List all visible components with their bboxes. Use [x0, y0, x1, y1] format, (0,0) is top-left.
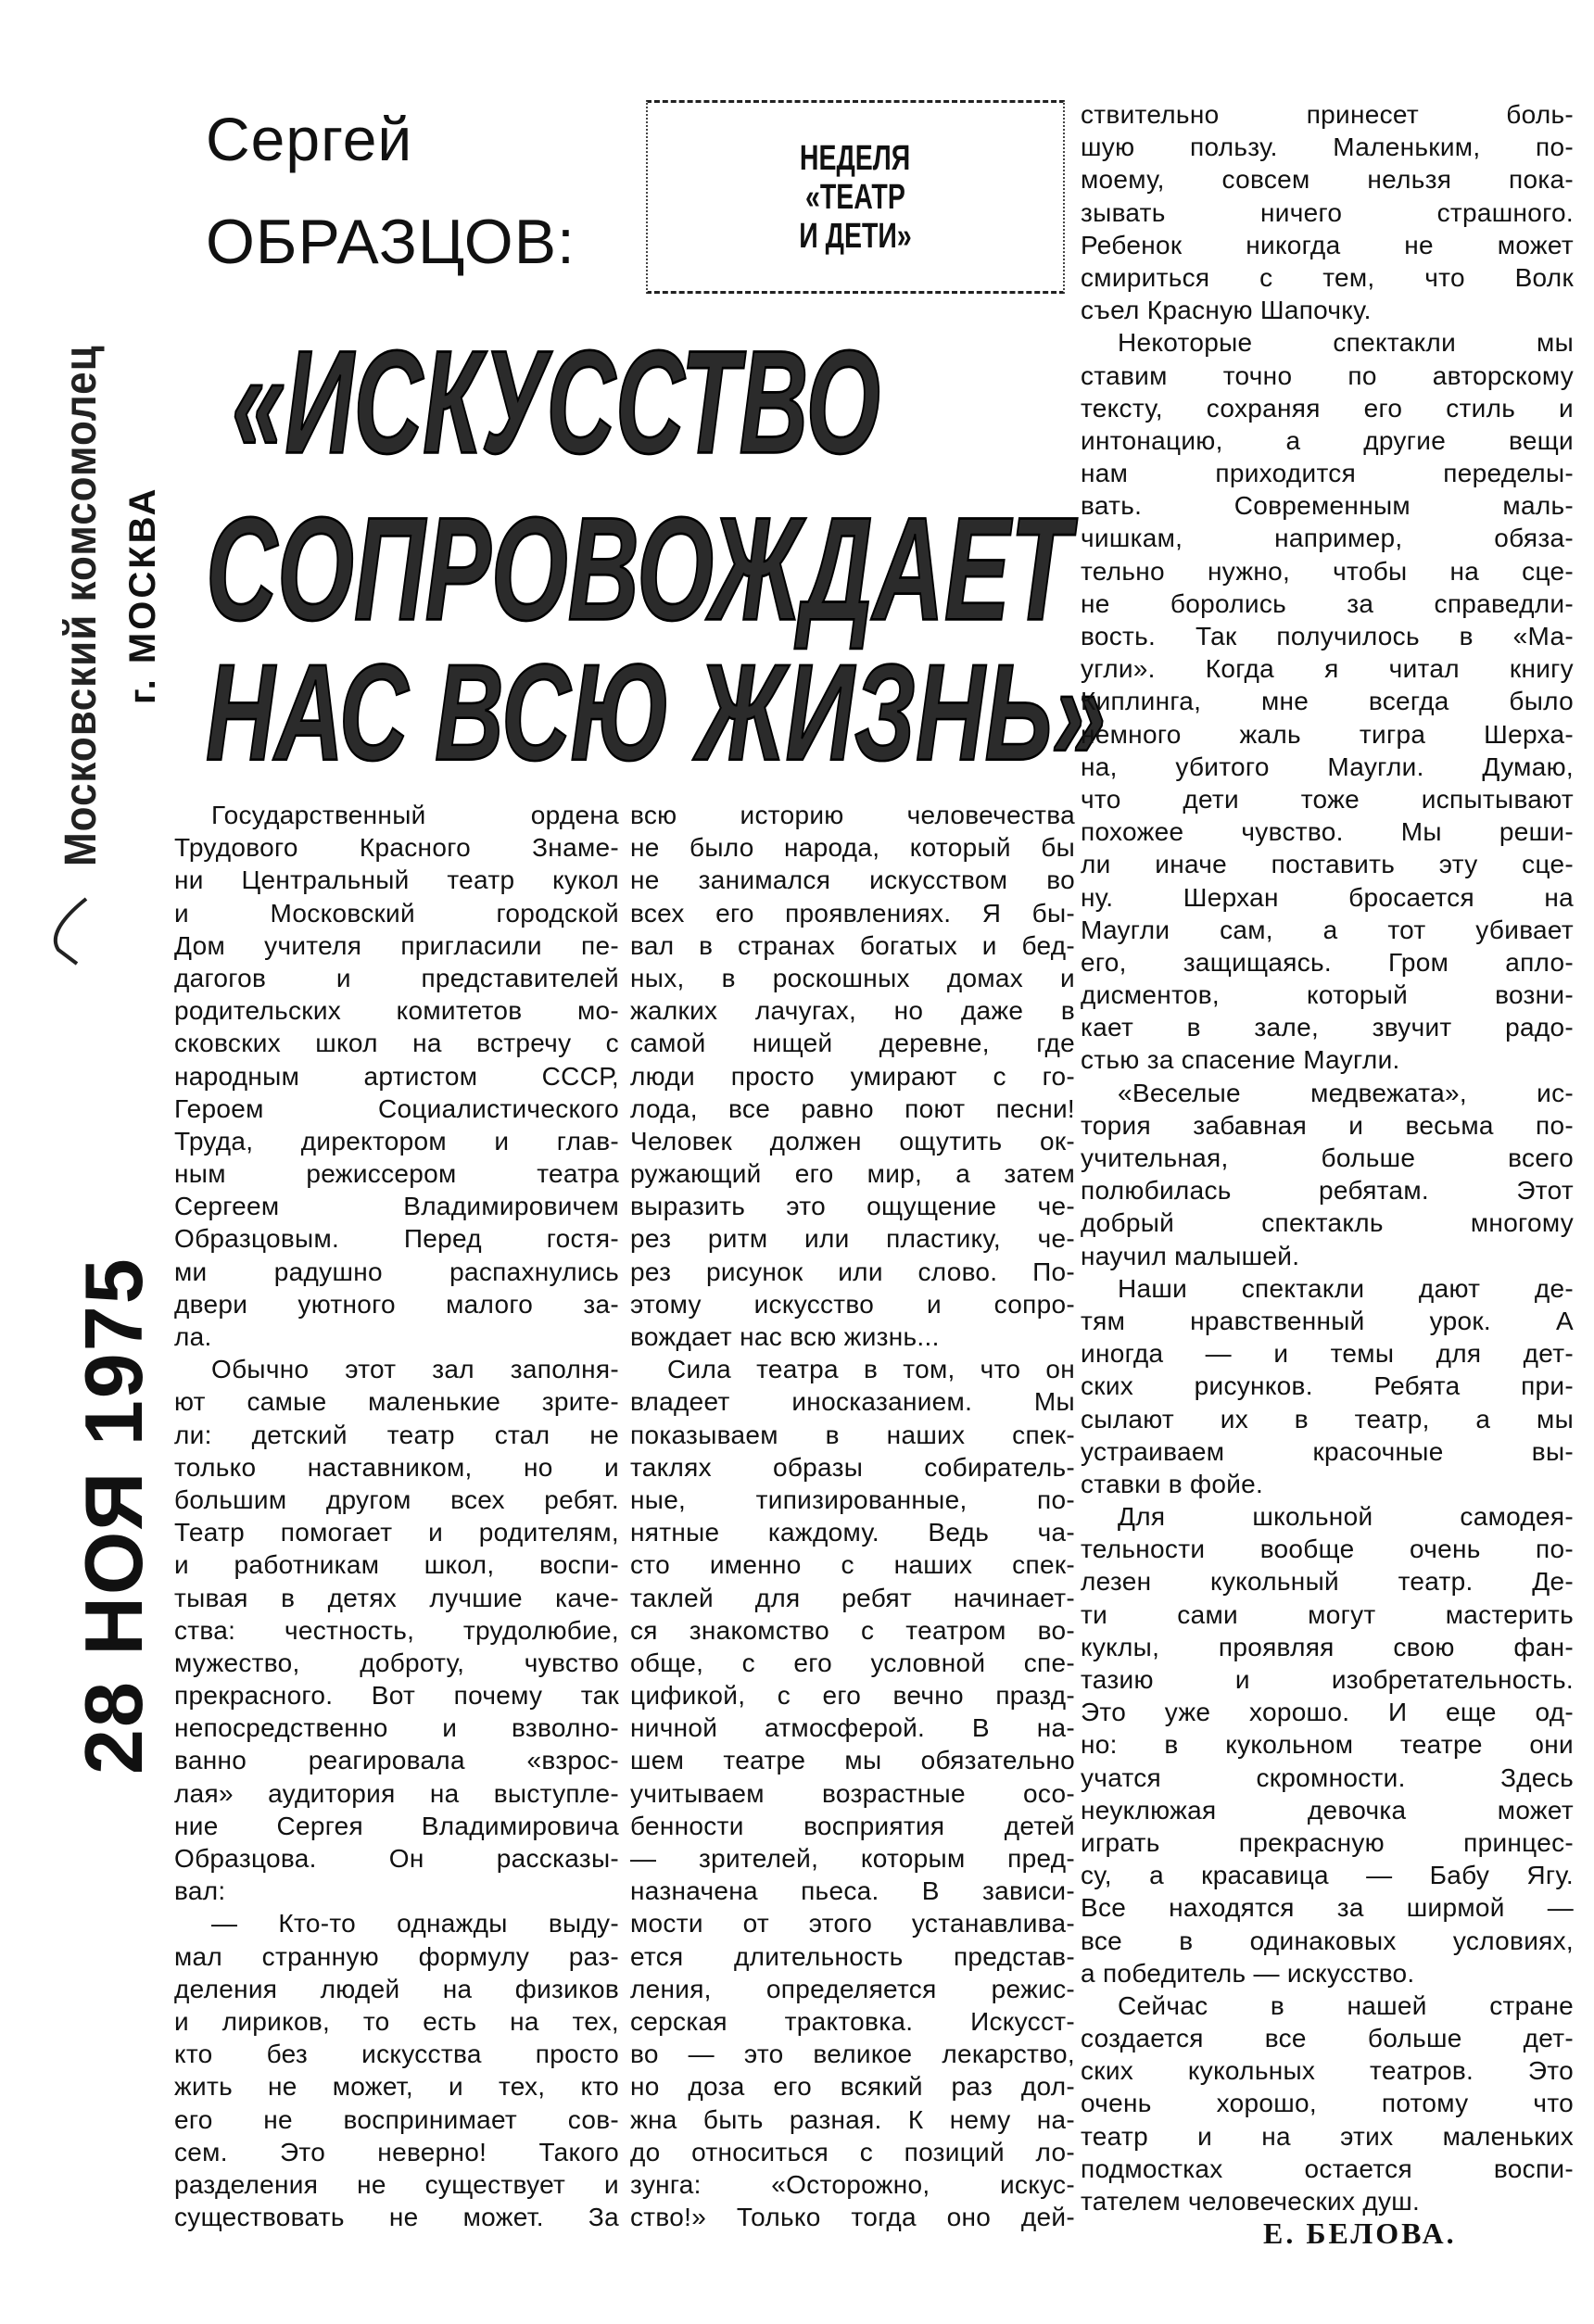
- text-line: создается все больше дет-: [1081, 2024, 1574, 2053]
- text-line: всех его проявлениях. Я бы-: [630, 898, 1075, 928]
- article-column-2: [630, 799, 1075, 2233]
- text-line: ли: детский театр стал не: [174, 1420, 619, 1449]
- text-line: Героем Социалистического: [174, 1093, 619, 1123]
- text-line: ми радушно распахнулись: [174, 1257, 619, 1286]
- text-line: не боролись за справедли-: [1081, 588, 1574, 618]
- text-line: Обычно этот зал заполня-: [211, 1355, 619, 1384]
- text-line: добрый спектакль многому: [1081, 1208, 1574, 1238]
- text-line: мости от этого устанавлива-: [630, 1909, 1075, 1939]
- text-line: сылают их в театр, а мы: [1081, 1404, 1574, 1434]
- text-line: ления, определяется режис-: [630, 1974, 1075, 2003]
- text-line: народным артистом СССР,: [174, 1061, 619, 1091]
- text-line: родительских комитетов мо-: [174, 996, 619, 1026]
- text-line: жна быть разная. К нему на-: [630, 2104, 1075, 2134]
- text-line: — зрителей, которым пред-: [630, 1844, 1075, 1873]
- text-line: вать. Современным маль-: [1081, 491, 1574, 521]
- text-line: научил малышей.: [1081, 1241, 1300, 1270]
- text-line: смириться с тем, что Волк: [1081, 262, 1574, 292]
- text-line: Наши спектакли дают де-: [1118, 1273, 1574, 1303]
- text-line: рез ритм или пластику, че-: [630, 1224, 1075, 1254]
- text-line: его, защищаясь. Гром апло-: [1081, 947, 1574, 977]
- text-line: кает в зале, звучит радо-: [1081, 1013, 1574, 1042]
- rubric-line: И ДЕТИ»: [799, 216, 912, 256]
- text-line: вость. Так получилось в «Ма-: [1081, 622, 1574, 650]
- text-line: Маугли сам, а тот убивает: [1081, 915, 1574, 944]
- text-line: ванно реагировала «взрос-: [174, 1746, 619, 1775]
- text-line: всю историю человечества: [630, 801, 1075, 829]
- text-line: обще, с его условной спе-: [630, 1648, 1075, 1677]
- text-line: немного жаль тигра Шерха-: [1081, 719, 1574, 749]
- text-line: ских рисунков. Ребята при-: [1081, 1371, 1574, 1401]
- newspaper-name-stamp: Московский комсомолец: [56, 345, 106, 866]
- text-line: сковских школ на встречу с: [174, 1029, 619, 1058]
- text-line: серская трактовка. Искусст-: [630, 2006, 1075, 2036]
- text-line: назначена пьеса. В зависи-: [630, 1876, 1075, 1906]
- text-line: учитываем возрастные осо-: [630, 1778, 1075, 1808]
- text-line: таклей для ребят начинает-: [630, 1583, 1075, 1612]
- text-line: дисментов, который возни-: [1081, 980, 1574, 1010]
- date-stamp: 28 НОЯ 1975: [68, 1257, 159, 1775]
- text-line: ство!» Только тогда оно дей-: [630, 2203, 1075, 2232]
- text-line: моему, совсем нельзя пока-: [1081, 165, 1574, 195]
- rubric-line: НЕДЕЛЯ: [800, 138, 911, 178]
- text-line: дагогов и представителей: [174, 963, 619, 992]
- text-line: разделения не существует и: [174, 2169, 619, 2199]
- text-line: тателем человеческих душ.: [1081, 2187, 1421, 2216]
- text-line: этому искусство и сопро-: [630, 1289, 1075, 1319]
- text-line: самой нищей деревне, где: [630, 1029, 1075, 1058]
- text-line: су, а красавица — Бабу Ягу.: [1081, 1861, 1574, 1890]
- text-line: люди просто умирают с го-: [630, 1061, 1075, 1091]
- text-line: а победитель — искусство.: [1081, 1958, 1415, 1988]
- text-line: во — это великое лекарство,: [630, 2040, 1075, 2069]
- text-line: до относиться с позиций ло-: [630, 2137, 1075, 2166]
- article-column-3: [1081, 98, 1574, 2217]
- text-line: куклы, проявляя свою фан-: [1081, 1632, 1574, 1661]
- headline-line: «ИСКУССТВО: [232, 320, 880, 485]
- text-line: тория забавная и весьма по-: [1081, 1110, 1574, 1140]
- text-line: ства: честность, трудолюбие,: [174, 1615, 619, 1645]
- text-line: шую пользу. Маленьким, по-: [1081, 133, 1574, 162]
- text-line: только наставником, но и: [174, 1452, 619, 1482]
- text-line: ся знакомство с театром во-: [630, 1615, 1075, 1645]
- text-line: цификой, с его вечно празд-: [630, 1681, 1075, 1711]
- text-line: ставим точно по авторскому: [1081, 360, 1574, 390]
- text-line: существовать не может. За: [174, 2203, 619, 2232]
- author-first-name: Сергей: [206, 105, 413, 173]
- text-line: угли». Когда я читал книгу: [1081, 654, 1574, 684]
- text-line: интонацию, а другие вещи: [1081, 425, 1574, 455]
- rubric-box: [646, 100, 1065, 294]
- text-line: тельно нужно, чтобы на сце-: [1081, 556, 1574, 586]
- text-line: не было народа, который бы: [630, 833, 1075, 863]
- text-line: его не воспринимает сов-: [174, 2104, 619, 2134]
- text-line: ла.: [174, 1322, 212, 1351]
- text-line: ставки в фойе.: [1081, 1469, 1264, 1498]
- text-line: все в одинаковых условиях,: [1081, 1926, 1574, 1955]
- text-line: «Веселые медвежата», ис-: [1118, 1078, 1574, 1107]
- rubric-line: «ТЕАТР: [805, 177, 905, 217]
- text-line: — Кто-то однажды выду-: [211, 1909, 619, 1939]
- text-line: вал в странах богатых и бед-: [630, 930, 1075, 960]
- text-line: вал:: [174, 1876, 226, 1906]
- text-line: учатся скромности. Здесь: [1081, 1762, 1574, 1792]
- text-line: тывая в детях лучшие каче-: [174, 1583, 619, 1612]
- text-line: ется длительность представ-: [630, 1941, 1075, 1971]
- text-line: лая» аудитория на выступле-: [174, 1778, 619, 1808]
- text-line: Это уже хорошо. И еще од-: [1081, 1698, 1574, 1727]
- text-line: и лириков, то есть на тех,: [174, 2006, 619, 2036]
- text-line: мужество, доброту, чувство: [174, 1648, 619, 1677]
- text-line: учительная, больше всего: [1081, 1143, 1574, 1172]
- headline-line: НАС ВСЮ ЖИЗНЬ»: [206, 636, 1107, 789]
- checkmark-icon: [44, 894, 100, 968]
- text-line: большим другом всех ребят.: [174, 1484, 619, 1514]
- text-line: вождает нас всю жизнь...: [630, 1322, 940, 1351]
- text-line: очень хорошо, потому что: [1081, 2089, 1574, 2118]
- text-line: зывать ничего страшного.: [1081, 197, 1574, 227]
- text-line: иногда — и темы для дет-: [1081, 1339, 1574, 1369]
- text-line: показываем в наших спек-: [630, 1420, 1075, 1449]
- text-line: но доза его всякий раз дол-: [630, 2072, 1075, 2102]
- text-line: зунга: «Осторожно, искус-: [630, 2169, 1075, 2199]
- text-line: Сергеем Владимировичем: [174, 1192, 619, 1221]
- text-line: Некоторые спектакли мы: [1118, 328, 1574, 358]
- text-line: Киплинга, мне всегда было: [1081, 687, 1574, 716]
- text-line: Ребенок никогда не может: [1081, 230, 1574, 259]
- text-line: жалких лачугах, но даже в: [630, 996, 1075, 1026]
- text-line: тельности вообще очень по-: [1081, 1535, 1574, 1564]
- text-line: прекрасного. Вот почему так: [174, 1681, 619, 1711]
- text-line: ют самые маленькие зрите-: [174, 1387, 619, 1417]
- text-line: нятные каждому. Ведь ча-: [630, 1518, 1075, 1547]
- text-line: тям нравственный урок. А: [1081, 1306, 1574, 1335]
- text-line: ничной атмосферой. В на-: [630, 1713, 1075, 1743]
- text-line: Образцовым. Перед гостя-: [174, 1224, 619, 1254]
- text-line: театр и на этих маленьких: [1081, 2121, 1574, 2151]
- text-line: таклях образы собиратель-: [630, 1452, 1075, 1482]
- text-line: играть прекрасную принцес-: [1081, 1827, 1574, 1857]
- text-line: ных, в роскошных домах и: [630, 963, 1075, 992]
- text-line: ну. Шерхан бросается на: [1081, 882, 1574, 912]
- text-line: кто без искусства просто: [174, 2040, 619, 2069]
- headline-line: СОПРОВОЖДАЕТ: [206, 486, 1071, 651]
- text-line: лода, все равно поют песни!: [630, 1093, 1075, 1123]
- text-line: двери уютного малого за-: [174, 1289, 619, 1319]
- text-line: жить не может, и тех, кто: [174, 2072, 619, 2102]
- text-line: рез рисунок или слово. По-: [630, 1257, 1075, 1286]
- text-line: чишкам, например, обяза-: [1081, 524, 1574, 553]
- text-line: Дом учителя пригласили пе-: [174, 930, 619, 960]
- text-line: на, убитого Маугли. Думаю,: [1081, 752, 1574, 781]
- text-line: неуклюжая девочка может: [1081, 1795, 1574, 1825]
- text-line: тазию и изобретательность.: [1081, 1665, 1574, 1694]
- text-line: деления людей на физиков: [174, 1974, 619, 2003]
- city-stamp: г. МОСКВА: [122, 486, 163, 704]
- text-line: что дети тоже испытывают: [1081, 784, 1574, 814]
- text-line: съел Красную Шапочку.: [1081, 296, 1372, 325]
- text-line: не занимался искусством во: [630, 865, 1075, 895]
- text-line: тексту, сохраняя его стиль и: [1081, 393, 1574, 423]
- text-line: ствительно принесет боль-: [1081, 100, 1574, 129]
- text-line: нам приходится переделы-: [1081, 459, 1574, 488]
- text-line: бенности восприятия детей: [630, 1811, 1075, 1840]
- text-line: ным режиссером театра: [174, 1159, 619, 1189]
- text-line: ные, типизированные, по-: [630, 1484, 1075, 1514]
- text-line: Государственный ордена: [211, 801, 619, 829]
- text-line: но: в кукольном театре они: [1081, 1730, 1574, 1760]
- author-signature: Е. БЕЛОВА.: [1263, 2217, 1457, 2250]
- text-line: и работникам школ, воспи-: [174, 1550, 619, 1580]
- author-last-name: ОБРАЗЦОВ:: [206, 207, 576, 277]
- text-line: полюбилась ребятам. Этот: [1081, 1176, 1574, 1206]
- text-line: ни Центральный театр кукол: [174, 865, 619, 895]
- text-line: стью за спасение Маугли.: [1081, 1045, 1400, 1075]
- text-line: Для школьной самодея-: [1118, 1502, 1574, 1532]
- text-line: Образцова. Он рассказы-: [174, 1844, 619, 1873]
- text-line: Сила театра в том, что он: [667, 1355, 1075, 1384]
- text-line: выразить это ощущение че-: [630, 1192, 1075, 1221]
- text-line: устраиваем красочные вы-: [1081, 1436, 1574, 1466]
- text-line: сто именно с наших спек-: [630, 1550, 1075, 1580]
- text-line: Сейчас в нашей стране: [1118, 1990, 1574, 2020]
- text-line: ских кукольных театров. Это: [1081, 2056, 1574, 2086]
- text-line: Театр помогает и родителям,: [174, 1518, 619, 1547]
- text-line: владеет иносказанием. Мы: [630, 1387, 1075, 1417]
- text-line: Трудового Красного Знаме-: [174, 833, 619, 863]
- text-line: Труда, директором и глав-: [174, 1126, 619, 1156]
- text-line: похожее чувство. Мы реши-: [1081, 817, 1574, 847]
- text-line: подмостках остается воспи-: [1081, 2153, 1574, 2183]
- text-line: сем. Это неверно! Такого: [174, 2137, 619, 2166]
- text-line: лезен кукольный театр. Де-: [1081, 1567, 1574, 1597]
- text-line: ние Сергея Владимировича: [174, 1811, 619, 1840]
- text-line: непосредственно и взволно-: [174, 1713, 619, 1743]
- text-line: Человек должен ощутить ок-: [630, 1126, 1075, 1156]
- text-line: ти сами могут мастерить: [1081, 1599, 1574, 1629]
- text-line: мал странную формулу раз-: [174, 1941, 619, 1971]
- article-column-1: [174, 799, 619, 2233]
- text-line: ли иначе поставить эту сце-: [1081, 850, 1574, 879]
- text-line: Все находятся за ширмой —: [1081, 1893, 1574, 1923]
- text-line: шем театре мы обязательно: [630, 1746, 1075, 1775]
- text-line: ружающий его мир, а затем: [630, 1159, 1075, 1189]
- text-line: и Московский городской: [174, 898, 619, 928]
